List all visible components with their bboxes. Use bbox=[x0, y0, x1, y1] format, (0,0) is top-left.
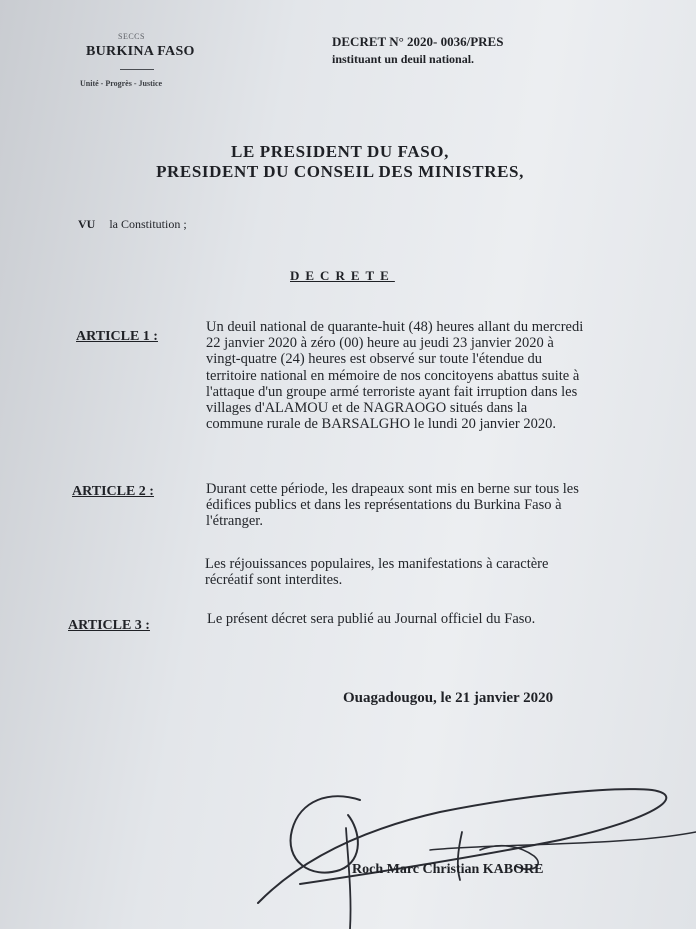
vu-label: VU bbox=[78, 217, 96, 231]
article-1-line: vingt-quatre (24) heures est observé sur toute l'étendue du bbox=[206, 351, 543, 368]
title-line-1: LE PRESIDENT DU FASO, bbox=[231, 142, 449, 161]
decree-subject: instituant un deuil national. bbox=[332, 52, 475, 66]
place-and-date: Ouagadougou, le 21 janvier 2020 bbox=[343, 690, 554, 706]
article-2-label: ARTICLE 2 : bbox=[72, 484, 154, 499]
article-2-line: Les réjouissances populaires, les manifestations à caractère bbox=[205, 556, 549, 572]
article-2-line: récréatif sont interdites. bbox=[205, 572, 343, 589]
article-1-line: 22 janvier 2020 à zéro (00) heure au jeudi 23 janvier 2020 à bbox=[206, 335, 554, 352]
title-line-2: PRESIDENT DU CONSEIL DES MINISTRES, bbox=[156, 162, 524, 181]
decrete-heading: DECRETE bbox=[290, 268, 395, 283]
decree-number: DECRET N° 2020- 0036/PRES bbox=[332, 34, 504, 49]
article-3-line: Le présent décret sera publié au Journal officiel du Faso. bbox=[207, 611, 536, 627]
article-1-line: Un deuil national de quarante-huit (48) heures allant du mercredi bbox=[206, 319, 584, 335]
header-small-label: SECCS bbox=[118, 32, 145, 41]
national-motto: Unité - Progrès - Justice bbox=[80, 79, 163, 88]
article-1-line: commune rurale de BARSALGHO le lundi 20 janvier 2020. bbox=[206, 416, 556, 433]
country-name: BURKINA FASO bbox=[86, 44, 195, 59]
article-1-line: villages d'ALAMOU et de NAGRAOGO situés dans la bbox=[206, 400, 528, 417]
signatory-name: Roch Marc Christian KABORE bbox=[352, 862, 544, 877]
article-2-line: Durant cette période, les drapeaux sont mis en berne sur tous les bbox=[206, 481, 579, 497]
article-2-line: l'étranger. bbox=[206, 513, 263, 530]
article-1-label: ARTICLE 1 : bbox=[76, 329, 158, 344]
article-2-line: édifices publics et dans les représentations du Burkina Faso à bbox=[206, 497, 562, 514]
article-3-label: ARTICLE 3 : bbox=[68, 618, 150, 633]
article-1-line: territoire national en mémoire de nos concitoyens abattus suite à bbox=[206, 367, 580, 384]
vu-text: la Constitution ; bbox=[109, 217, 187, 231]
article-1-line: l'attaque d'un groupe armé terroriste ayant fait irruption dans les bbox=[206, 383, 578, 400]
